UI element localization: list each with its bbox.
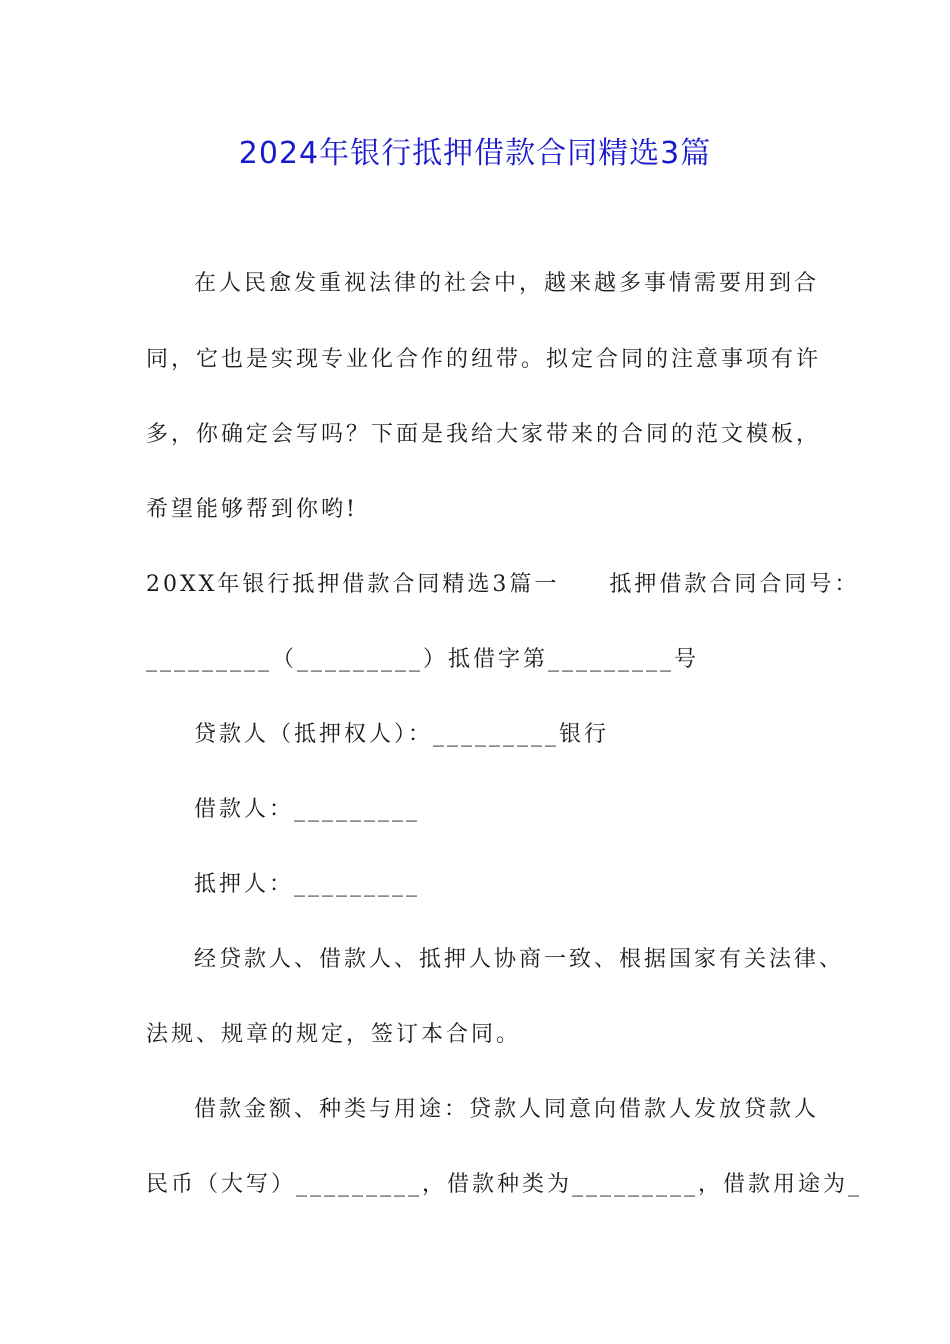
paragraph-line: 法规、规章的规定，签订本合同。 [146, 1022, 522, 1047]
borrower-line: 借款人：_________ [194, 797, 421, 822]
paragraph-line: 同，它也是实现专业化合作的纽带。拟定合同的注意事项有许 [146, 347, 822, 372]
contract-number-line: _________（_________）抵借字第_________号 [146, 647, 700, 672]
lender-line: 贷款人（抵押权人）：_________银行 [194, 722, 610, 747]
paragraph-line: 经贷款人、借款人、抵押人协商一致、根据国家有关法律、 [194, 947, 845, 972]
paragraph-line: 在人民愈发重视法律的社会中，越来越多事情需要用到合 [194, 271, 820, 296]
mortgagor-line: 抵押人：_________ [194, 872, 421, 897]
section-heading-line: 20XX年银行抵押借款合同精选3篇一 抵押借款合同合同号： [146, 572, 860, 597]
paragraph-line: 民币（大写）_________，借款种类为_________，借款用途为_ [146, 1172, 863, 1197]
paragraph-line: 希望能够帮到你哟! [146, 497, 358, 522]
paragraph-line: 多，你确定会写吗？下面是我给大家带来的合同的范文模板， [146, 422, 822, 447]
paragraph-line: 借款金额、种类与用途：贷款人同意向借款人发放贷款人 [194, 1097, 820, 1122]
document-title: 2024年银行抵押借款合同精选3篇 [238, 136, 712, 171]
